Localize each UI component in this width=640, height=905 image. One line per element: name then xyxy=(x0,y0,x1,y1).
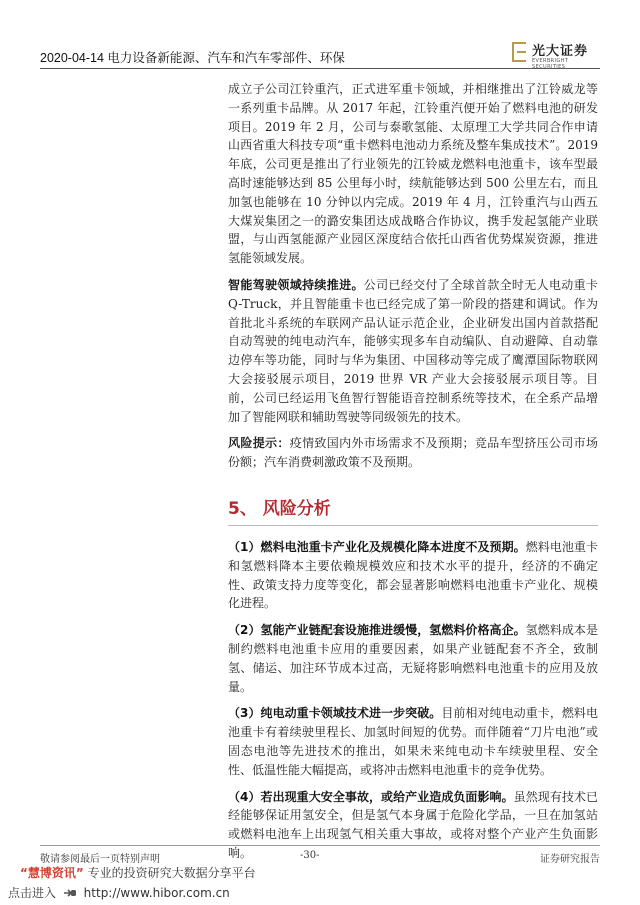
risk-item-text: 氢燃料成本是制约燃料电池重卡应用的重要因素，如果产业链配套不齐全，致制氢、储运、加注环节成本过高，无疑将影响燃料电池重卡的应用及放量。 xyxy=(228,623,598,694)
paragraph-autonomous-driving xyxy=(228,276,598,426)
section-title: 5、 风险分析 xyxy=(228,494,598,526)
risk-note-label: 风险提示： xyxy=(228,436,290,451)
risk-item-text: 目前相对纯电动重卡，燃料电池重卡有着续驶里程长、加氢时间短的优势。而伴随着“刀片电池”或固态电池等先进技术的推出，如果未来纯电动卡车续驶里程、安全性、低温性能大幅提高，或将冲击燃料电池重卡的竞争优势。 xyxy=(228,706,598,777)
footer-disclaimer: 敬请参阅最后一页特别声明 xyxy=(40,854,160,865)
risk-item-lead: （4）若出现重大安全事故，或给产业造成负面影响。 xyxy=(228,789,514,804)
risk-note xyxy=(228,434,598,472)
risk-item xyxy=(228,538,598,613)
risk-item-lead: （2）氢能产业链配套设施推进缓慢，氢燃料价格高企。 xyxy=(228,623,526,638)
main-content xyxy=(228,80,598,871)
paragraph-lead: 智能驾驶领域持续推进。 xyxy=(228,277,364,292)
watermark-tagline: 专业的投资研究大数据分享平台 xyxy=(87,866,256,880)
watermark-brand: “慧博资讯” xyxy=(20,866,84,880)
risk-item xyxy=(228,704,598,779)
footer-report-type: 证券研究报告 xyxy=(540,854,600,865)
watermark-line-2 xyxy=(8,884,230,901)
watermark-line-1 xyxy=(20,864,256,881)
risk-item-text: 燃料电池重卡和氢燃料降本主要依赖规模效应和技术水平的提升，经济的不确定性、政策支持力度等变化，都会显著影响燃料电池重卡产业化、规模化进程。 xyxy=(228,539,598,611)
pointing-hand-icon xyxy=(63,887,77,899)
watermark-link[interactable]: http://www.hibor.com.cn xyxy=(83,886,230,900)
risk-note-text: 疫情致国内外市场需求不及预期；竞品车型挤压公司市场份额；汽车消费刺激政策不及预期。 xyxy=(228,436,598,470)
watermark-link-prefix: 点击进入 xyxy=(8,886,57,900)
footer-divider xyxy=(40,845,600,846)
header-divider xyxy=(40,68,600,69)
page-number: -30- xyxy=(300,850,320,861)
paragraph-jiangling: 成立子公司江铃重汽，正式进军重卡领域，并相继推出了江铃威龙等一系列重卡品牌。从 2017 年起，江铃重汽便开始了燃料电池的研发项目。2019 年 2 月，公司与泰歌氢能、太原理工大学共同合作申请山西省重大科技专项“重卡燃料电池动力系统及整车集成技术”。2019 年底，公司更是推出了行业领先的江铃威龙燃料电池重卡，该车型最高时速能够达到 85 公里每小时，续航能够达到 500 公里左右，而且加氢也能够在 10 分钟以内完成。2019 年 4 月，江铃重汽与山西五大煤炭集团之一的潞安集团达成战略合作协议，携手发起氢能产业联盟，与山西氢能源产业园区深度结合依托山西省优势煤炭资源，推进氢能领域发展。 xyxy=(228,82,598,266)
risk-item-lead: （1）燃料电池重卡产业化及规模化降本进度不及预期。 xyxy=(228,539,526,554)
header-title: 2020-04-14 电力设备新能源、汽车和汽车零部件、环保 xyxy=(40,51,345,65)
paragraph-text: 公司已经交付了全球首款全时无人电动重卡 Q-Truck，并且智能重卡也已经完成了第一阶段的搭建和调试。作为首批北斗系统的车联网产品认证示范企业，企业研发出国内首款搭配自动驾驶的纯电动汽车，能够实现多车自动编队、自动避障、自动靠边停车等功能，同时与华为集团、中国移动等完成了鹰潭国际物联网大会接驳展示项目，2019 世界 VR 产业大会接驳展示项目等。目前，公司已经运用飞鱼智行智能语音控制系统等技术，在全系产品增加了智能网联和辅助驾驶等同级领先的技术。 xyxy=(228,277,598,424)
risk-item-lead: （3）纯电动重卡领域技术进一步突破。 xyxy=(228,706,442,721)
risk-item-text: 虽然现有技术已经能够保证用氢安全，但是氢气本身属于危险化学品，一旦在加氢站或燃料电池车上出现氢气相关重大事故，或将对整个产业产生负面影响。 xyxy=(228,789,598,860)
everbright-logo xyxy=(512,40,602,68)
logo-text-en: EVERBRIGHT SECURITIES xyxy=(532,58,569,70)
logo-text-cn: 光大证券 xyxy=(532,44,589,59)
risk-item xyxy=(228,621,598,696)
everbright-logo-icon xyxy=(512,42,526,62)
